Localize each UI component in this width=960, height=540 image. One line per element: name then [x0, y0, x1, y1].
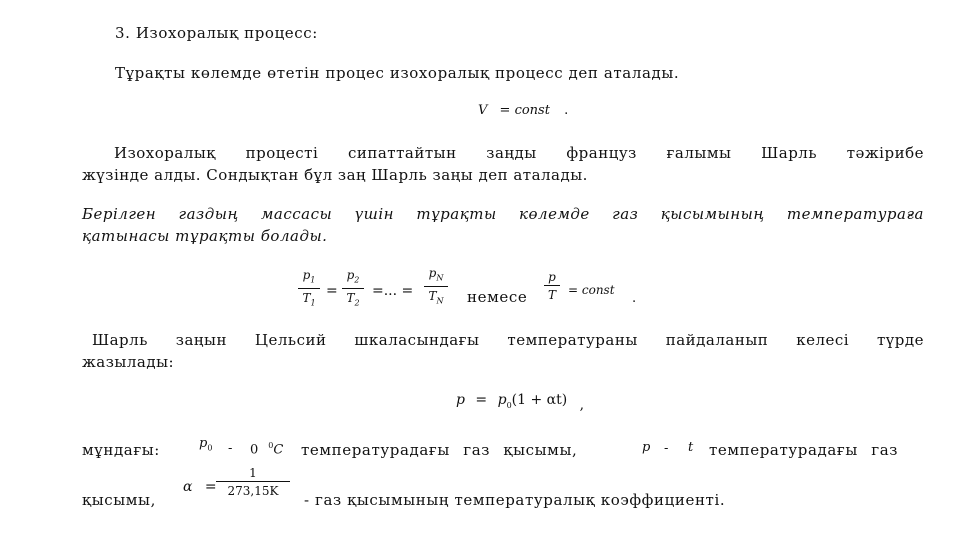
formula-charles-celsius: $p = p_0(1 + \alpha t)$ , [456, 392, 585, 413]
fraction-p2-t2: $p_2$ $T_2$ [342, 268, 364, 311]
formula2-const: = const [568, 283, 615, 297]
pressure-at-temp-text: температурадағы газ қысымы, [301, 441, 578, 459]
zero-celsius: 0 $^0$C [250, 441, 284, 458]
fraction-alpha: 1 273,15K [216, 466, 290, 498]
alpha-definition: α = [183, 479, 217, 495]
charles-law-statement-line1: Берілген газдың массасы үшін тұрақты көлемде газ қысымының температураға [82, 205, 924, 223]
formula2-dot: . [632, 291, 637, 306]
pressure-word: қысымы, [82, 491, 156, 509]
p0-symbol: $p_0$ [199, 436, 213, 453]
section-heading: 3. Изохоралық процесс: [115, 24, 318, 42]
definition-text: Тұрақты көлемде өтетін процес изохоралық процесс деп аталады. [115, 64, 680, 82]
charles-law-statement-line2: қатынасы тұрақты болады. [82, 227, 328, 245]
formula-eq: = [499, 103, 511, 118]
charles-intro-line2: жүзінде алды. Сондықтан бұл заң Шарль заңы деп аталады. [82, 166, 588, 184]
formula-eqdots: =... = [372, 283, 414, 299]
fraction-p1-t1: $p_1$ $T_1$ [298, 268, 320, 311]
p-symbol: p [642, 440, 651, 455]
where-label: мұндағы: [82, 441, 160, 459]
fraction-p-t: p T [544, 270, 560, 302]
dash-2: - [664, 441, 669, 456]
celsius-form-line2: жазылады: [82, 353, 175, 371]
formula-v: V [478, 103, 488, 118]
fraction-pn-tn: $p_N$ $T_N$ [424, 266, 448, 309]
charles-intro-line1: Изохоралық процесті сипаттайтын заңды француз ғалымы Шарль тәжірибе [114, 144, 924, 162]
coefficient-text: - газ қысымының температуралық коэффициенті. [304, 491, 726, 509]
formula-const: const [514, 103, 550, 118]
formula-dot: . [564, 103, 569, 118]
celsius-form-line1: Шарль заңын Цельсий шкаласындағы температураны пайдаланып келесі түрде [92, 331, 924, 349]
dash-1: - [228, 441, 233, 456]
t-symbol: t [688, 440, 694, 455]
formula-isochoric [478, 103, 568, 118]
pressure-at-temp-text-2: температурадағы газ [709, 441, 899, 459]
word-or: немесе [467, 288, 528, 306]
